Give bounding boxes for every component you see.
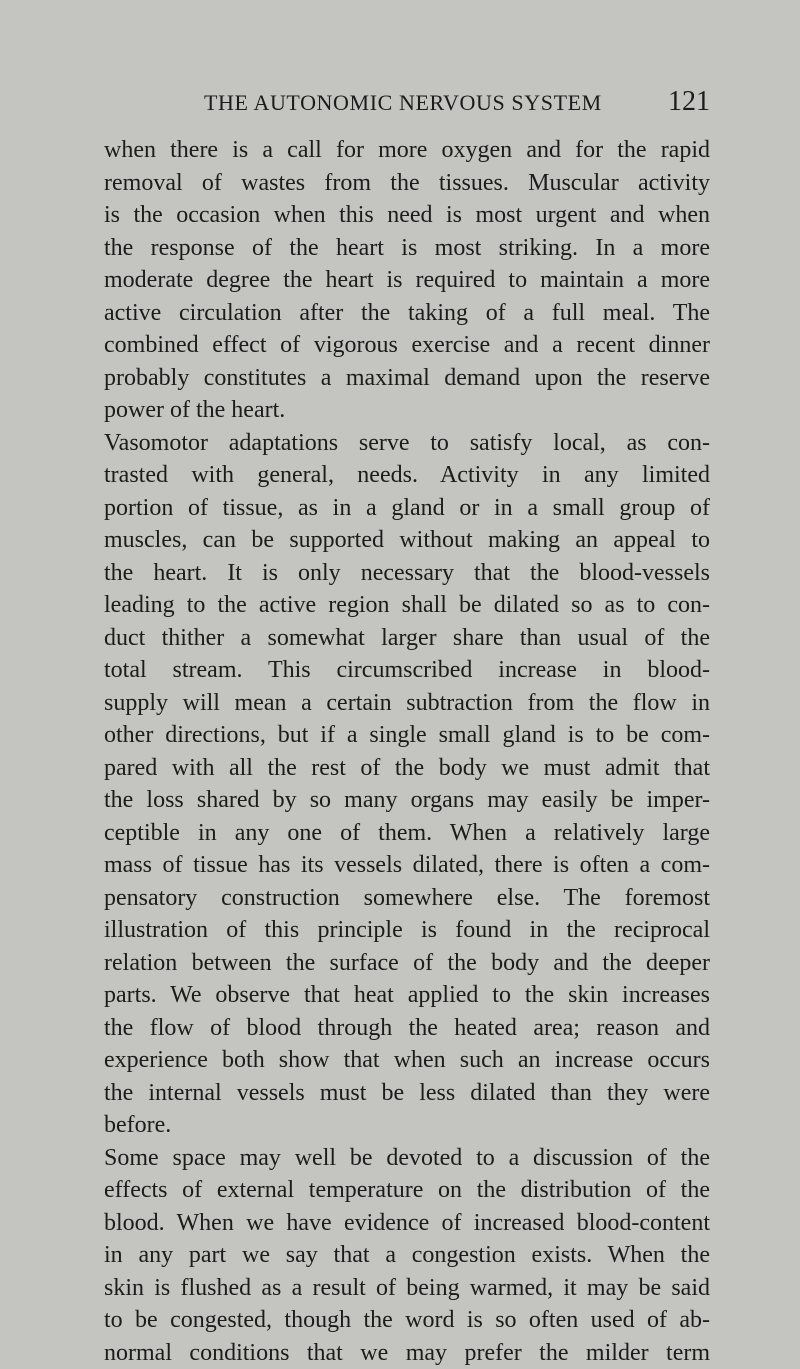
text-line: removal of wastes from the tissues. Muscular activity — [104, 167, 710, 200]
text-line: the response of the heart is most striking. In a more — [104, 232, 710, 265]
running-head — [104, 86, 710, 122]
text-line: the loss shared by so many organs may easily be imper- — [104, 784, 710, 817]
text-line: power of the heart. — [104, 394, 710, 427]
text-line: blood. When we have evidence of increased blood-content — [104, 1207, 710, 1240]
paragraph-2 — [104, 427, 710, 1142]
paragraph-3 — [104, 1142, 710, 1369]
page-number: 121 — [668, 86, 710, 118]
text-line: duct thither a somewhat larger share than usual of the — [104, 622, 710, 655]
text-line: in any part we say that a congestion exists. When the — [104, 1239, 710, 1272]
text-line: effects of external temperature on the distribution of the — [104, 1174, 710, 1207]
text-line: other directions, but if a single small gland is to be com- — [104, 719, 710, 752]
text-line: Some space may well be devoted to a discussion of the — [104, 1142, 710, 1175]
text-line: muscles, can be supported without making an appeal to — [104, 524, 710, 557]
text-line: trasted with general, needs. Activity in any limited — [104, 459, 710, 492]
text-line: probably constitutes a maximal demand upon the reserve — [104, 362, 710, 395]
text-line: supply will mean a certain subtraction from the flow in — [104, 687, 710, 720]
text-line: the flow of blood through the heated area; reason and — [104, 1012, 710, 1045]
body-text — [104, 134, 710, 1369]
text-line: skin is flushed as a result of being warmed, it may be said — [104, 1272, 710, 1305]
text-line: portion of tissue, as in a gland or in a small group of — [104, 492, 710, 525]
text-line: total stream. This circumscribed increase in blood- — [104, 654, 710, 687]
text-line: to be congested, though the word is so often used of ab- — [104, 1304, 710, 1337]
text-line: when there is a call for more oxygen and for the rapid — [104, 134, 710, 167]
running-title: THE AUTONOMIC NERVOUS SYSTEM — [204, 90, 602, 116]
text-line: illustration of this principle is found in the reciprocal — [104, 914, 710, 947]
text-line: pensatory construction somewhere else. The foremost — [104, 882, 710, 915]
text-line: parts. We observe that heat applied to the skin increases — [104, 979, 710, 1012]
text-line: pared with all the rest of the body we must admit that — [104, 752, 710, 785]
text-line: is the occasion when this need is most urgent and when — [104, 199, 710, 232]
text-line: moderate degree the heart is required to maintain a more — [104, 264, 710, 297]
text-line: leading to the active region shall be dilated so as to con- — [104, 589, 710, 622]
text-line: mass of tissue has its vessels dilated, there is often a com- — [104, 849, 710, 882]
text-line: relation between the surface of the body and the deeper — [104, 947, 710, 980]
text-line: Vasomotor adaptations serve to satisfy local, as con- — [104, 427, 710, 460]
text-line: normal conditions that we may prefer the milder term — [104, 1337, 710, 1369]
text-line: combined effect of vigorous exercise and a recent dinner — [104, 329, 710, 362]
text-line: the heart. It is only necessary that the blood-vessels — [104, 557, 710, 590]
paragraph-1 — [104, 134, 710, 427]
text-line: ceptible in any one of them. When a relatively large — [104, 817, 710, 850]
text-line: before. — [104, 1109, 710, 1142]
text-line: the internal vessels must be less dilated than they were — [104, 1077, 710, 1110]
text-line: experience both show that when such an increase occurs — [104, 1044, 710, 1077]
text-line: active circulation after the taking of a full meal. The — [104, 297, 710, 330]
